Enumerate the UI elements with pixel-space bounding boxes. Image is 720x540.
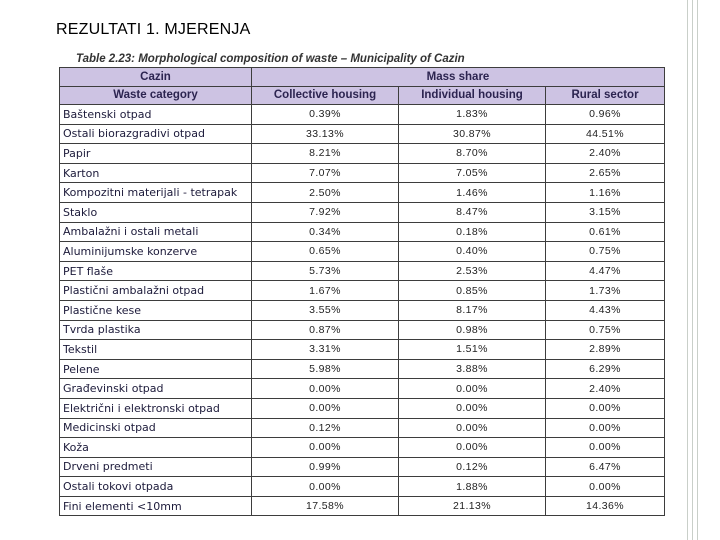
collective-housing-cell: 5.73% (252, 261, 399, 281)
collective-housing-cell: 0.39% (252, 105, 399, 125)
collective-housing-cell: 5.98% (252, 359, 399, 379)
category-cell: Papir (60, 144, 252, 164)
table-row (60, 202, 665, 222)
category-cell: Tekstil (60, 340, 252, 360)
individual-housing-cell: 8.17% (399, 300, 546, 320)
table-row (60, 261, 665, 281)
rural-sector-cell: 0.00% (546, 398, 665, 418)
category-cell: Tvrda plastika (60, 320, 252, 340)
category-cell: Plastični ambalažni otpad (60, 281, 252, 301)
individual-housing-cell: 1.51% (399, 340, 546, 360)
table-row (60, 183, 665, 203)
individual-housing-cell: 0.85% (399, 281, 546, 301)
header-waste-category: Waste category (60, 86, 252, 105)
individual-housing-cell: 0.00% (399, 379, 546, 399)
individual-housing-cell: 30.87% (399, 124, 546, 144)
individual-housing-cell: 1.46% (399, 183, 546, 203)
collective-housing-cell: 0.12% (252, 418, 399, 438)
collective-housing-cell: 0.34% (252, 222, 399, 242)
rural-sector-cell: 44.51% (546, 124, 665, 144)
table-row (60, 398, 665, 418)
table-row (60, 105, 665, 125)
rural-sector-cell: 0.61% (546, 222, 665, 242)
collective-housing-cell: 0.65% (252, 242, 399, 262)
table-row (60, 144, 665, 164)
header-rural-sector: Rural sector (546, 86, 665, 105)
individual-housing-cell: 1.88% (399, 477, 546, 497)
individual-housing-cell: 0.00% (399, 398, 546, 418)
table-row (60, 300, 665, 320)
table-row (60, 222, 665, 242)
category-cell: Pelene (60, 359, 252, 379)
collective-housing-cell: 3.31% (252, 340, 399, 360)
category-cell: Fini elementi <10mm (60, 496, 252, 516)
rural-sector-cell: 0.00% (546, 477, 665, 497)
table-row (60, 457, 665, 477)
category-cell: Plastične kese (60, 300, 252, 320)
individual-housing-cell: 8.70% (399, 144, 546, 164)
individual-housing-cell: 3.88% (399, 359, 546, 379)
category-cell: Drveni predmeti (60, 457, 252, 477)
collective-housing-cell: 0.00% (252, 438, 399, 458)
collective-housing-cell: 17.58% (252, 496, 399, 516)
individual-housing-cell: 0.00% (399, 418, 546, 438)
table-body (60, 105, 665, 516)
rural-sector-cell: 0.00% (546, 418, 665, 438)
table-caption: Table 2.23: Morphological composition of waste – Municipality of Cazin (76, 53, 465, 65)
rural-sector-cell: 2.65% (546, 163, 665, 183)
individual-housing-cell: 7.05% (399, 163, 546, 183)
individual-housing-cell: 0.00% (399, 438, 546, 458)
rural-sector-cell: 14.36% (546, 496, 665, 516)
table-row (60, 379, 665, 399)
rural-sector-cell: 6.47% (546, 457, 665, 477)
rural-sector-cell: 0.75% (546, 242, 665, 262)
category-cell: Električni i elektronski otpad (60, 398, 252, 418)
category-cell: Koža (60, 438, 252, 458)
slide-title: REZULTATI 1. MJERENJA (56, 21, 251, 38)
table-row (60, 496, 665, 516)
table-row (60, 418, 665, 438)
rural-sector-cell: 6.29% (546, 359, 665, 379)
category-cell: Aluminijumske konzerve (60, 242, 252, 262)
collective-housing-cell: 2.50% (252, 183, 399, 203)
category-cell: Građevinski otpad (60, 379, 252, 399)
rural-sector-cell: 2.40% (546, 144, 665, 164)
category-cell: PET flaše (60, 261, 252, 281)
header-row-group (60, 68, 665, 87)
collective-housing-cell: 7.07% (252, 163, 399, 183)
table-row (60, 320, 665, 340)
slide-border-line (687, 0, 688, 540)
rural-sector-cell: 4.43% (546, 300, 665, 320)
collective-housing-cell: 8.21% (252, 144, 399, 164)
category-cell: Karton (60, 163, 252, 183)
rural-sector-cell: 2.89% (546, 340, 665, 360)
individual-housing-cell: 8.47% (399, 202, 546, 222)
header-mass-share: Mass share (252, 68, 665, 87)
table-row (60, 163, 665, 183)
rural-sector-cell: 4.47% (546, 261, 665, 281)
category-cell: Staklo (60, 202, 252, 222)
waste-composition-table (59, 67, 665, 516)
table-row (60, 438, 665, 458)
collective-housing-cell: 3.55% (252, 300, 399, 320)
collective-housing-cell: 0.00% (252, 379, 399, 399)
category-cell: Baštenski otpad (60, 105, 252, 125)
collective-housing-cell: 1.67% (252, 281, 399, 301)
individual-housing-cell: 0.18% (399, 222, 546, 242)
individual-housing-cell: 0.12% (399, 457, 546, 477)
slide-border-line (692, 0, 693, 540)
table-row (60, 124, 665, 144)
rural-sector-cell: 2.40% (546, 379, 665, 399)
header-row-columns (60, 86, 665, 105)
collective-housing-cell: 0.87% (252, 320, 399, 340)
header-collective-housing: Collective housing (252, 86, 399, 105)
category-cell: Kompozitni materijali - tetrapak (60, 183, 252, 203)
category-cell: Medicinski otpad (60, 418, 252, 438)
rural-sector-cell: 0.75% (546, 320, 665, 340)
collective-housing-cell: 0.00% (252, 477, 399, 497)
header-individual-housing: Individual housing (399, 86, 546, 105)
table-row (60, 359, 665, 379)
individual-housing-cell: 0.40% (399, 242, 546, 262)
table-row (60, 281, 665, 301)
slide-border-line (697, 0, 698, 540)
rural-sector-cell: 1.73% (546, 281, 665, 301)
individual-housing-cell: 1.83% (399, 105, 546, 125)
rural-sector-cell: 0.96% (546, 105, 665, 125)
table-row (60, 242, 665, 262)
collective-housing-cell: 0.99% (252, 457, 399, 477)
collective-housing-cell: 33.13% (252, 124, 399, 144)
category-cell: Ostali biorazgradivi otpad (60, 124, 252, 144)
rural-sector-cell: 3.15% (546, 202, 665, 222)
category-cell: Ostali tokovi otpada (60, 477, 252, 497)
category-cell: Ambalažni i ostali metali (60, 222, 252, 242)
rural-sector-cell: 0.00% (546, 438, 665, 458)
individual-housing-cell: 2.53% (399, 261, 546, 281)
table-row (60, 340, 665, 360)
rural-sector-cell: 1.16% (546, 183, 665, 203)
individual-housing-cell: 0.98% (399, 320, 546, 340)
collective-housing-cell: 0.00% (252, 398, 399, 418)
table-row (60, 477, 665, 497)
individual-housing-cell: 21.13% (399, 496, 546, 516)
collective-housing-cell: 7.92% (252, 202, 399, 222)
header-region: Cazin (60, 68, 252, 87)
